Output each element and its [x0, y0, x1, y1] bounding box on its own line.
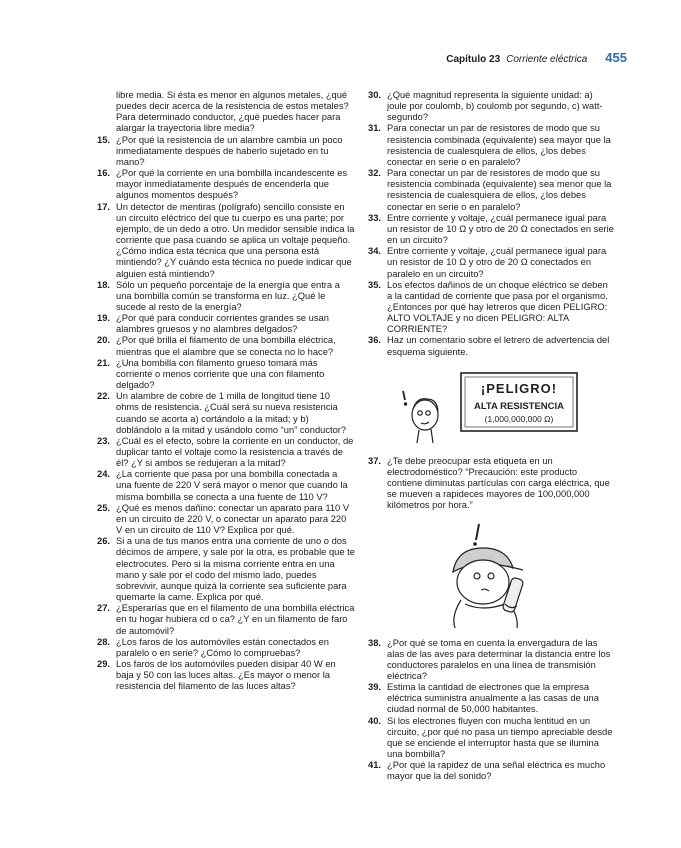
question-number: 39.: [368, 682, 381, 693]
left-column: [97, 90, 355, 692]
question-item: [97, 603, 355, 636]
question-text: ¿Una bombilla con filamento grueso tomará más corriente o menos corriente que una con filamento delgado?: [116, 357, 325, 391]
question-number: 20.: [97, 335, 110, 346]
sign-subtitle: ALTA RESISTENCIA: [473, 400, 565, 412]
question-number: 31.: [368, 123, 381, 134]
question-item: [97, 391, 355, 436]
question-item: [368, 90, 614, 123]
question-list-right-bottom: [368, 638, 614, 783]
question-number: 38.: [368, 637, 381, 648]
question-item: [97, 503, 355, 536]
question-number: 26.: [97, 536, 110, 547]
question-number: 25.: [97, 502, 110, 513]
question-text: Los efectos dañinos de un choque eléctrico se deben a la cantidad de corriente que pasa por el organismo. ¿Entonces por qué hay letreros que dicen PELIGRO: ALTO VOLTAJE y no dicen PELIGRO: ALTA CORRIENTE?: [387, 279, 608, 335]
question-item: [368, 335, 614, 357]
question-number: 27.: [97, 603, 110, 614]
question-number: 32.: [368, 168, 381, 179]
page-number: 455: [605, 50, 627, 65]
right-column: [368, 90, 614, 783]
question-text: Para conectar un par de resistores de modo que su resistencia combinada (equivalente) sea menor que la resistencia de cualesquiera de ellos, ¿los debes conectar en serie o en paralelo?: [387, 168, 612, 212]
question-text: ¿Los faros de los automóviles están conectados en paralelo o en serie? ¿Cómo lo compruebas?: [116, 636, 329, 658]
question-text: Haz un comentario sobre el letrero de advertencia del esquema siguiente.: [387, 335, 610, 357]
question-text: ¿Esperarías que en el filamento de una bombilla eléctrica en tu hogar hubiera cd o ca? ¿Y en un filamento de faro de automóvil?: [116, 603, 355, 636]
question-item: [368, 246, 614, 279]
question-text: Si los electrones fluyen con mucha lentitud en un circuito, ¿por qué no pasa un tiempo apreciable desde que se enciende el interruptor hasta que se ilumina una bombilla?: [387, 715, 613, 760]
question-item: [368, 760, 614, 782]
question-item: [97, 536, 355, 603]
danger-sign-figure: [368, 367, 614, 445]
question-item: [368, 716, 614, 761]
warning-sign: [461, 373, 577, 431]
question-item: [97, 168, 355, 201]
question-item: [368, 213, 614, 246]
question-text: Entre corriente y voltaje, ¿cuál permanece igual para un resistor de 10 Ω y otro de 20 Ω conectados en serie en un circuito?: [387, 212, 614, 246]
question-number: 19.: [97, 313, 110, 324]
question-number: 18.: [97, 279, 110, 290]
question-text: Si a una de tus manos entra una corriente de uno o dos décimos de ampere, y sale por la otra, es probable que te electrocutes. Pero si la misma corriente entra en una mano y sale por el codo del mismo lado, puedes sobrevivir, aunque quizá la corriente sea suficiente para quemarte la carne. Explica por qué.: [116, 536, 355, 603]
question-text: Un detector de mentiras (polígrafo) sencillo consiste en un circuito eléctrico del que tu cuerpo es una parte; por ejemplo, de un dedo a otro. Un medidor sensible indica la corriente que pasa cuando se aplica un voltaje pequeño. ¿Cómo indica esta técnica que una persona está mintiendo? ¿Y cuándo esta técnica no puede indicar que alguien está mintiendo?: [116, 201, 355, 279]
question-text: ¿La corriente que pasa por una bombilla conectada a una fuente de 220 V será mayor o menor que cuando la misma bombilla se conecta a una fuente de 110 V?: [116, 469, 348, 502]
question-text: ¿Por qué la corriente en una bombilla incandescente es mayor inmediatamente después de encenderla que algunos momentos después?: [116, 168, 348, 201]
question-item: [97, 135, 355, 168]
question-text: ¿Por qué la rapidez de una señal eléctrica es mucho mayor que la del sonido?: [387, 760, 606, 782]
question-item: [368, 280, 614, 336]
question-text: ¿Cuál es el efecto, sobre la corriente en un conductor, de duplicar tanto el voltaje como la resistencia a través de él? ¿Y si ambos se redujeran a la mitad?: [116, 435, 354, 469]
question-number: 23.: [97, 435, 110, 446]
question-number: 17.: [97, 201, 110, 212]
sign-title: ¡PELIGRO!: [480, 380, 558, 396]
question-number: 34.: [368, 246, 381, 257]
question-item: [368, 682, 614, 715]
question-text: ¿Por qué la resistencia de un alambre cambia un poco inmediatamente después de haberlo sujetado en tu mano?: [116, 134, 343, 167]
question-text: ¿Qué es menos dañino: conectar un aparato para 110 V en un circuito de 220 V, o conectar un aparato para 220 V en un circuito de 110 V? Explica por qué.: [116, 502, 350, 536]
question-item: [97, 659, 355, 692]
question-item: [97, 436, 355, 469]
question-number: 36.: [368, 335, 381, 346]
question-item: [97, 202, 355, 280]
question-item: [368, 456, 614, 512]
question-number: 29.: [97, 658, 110, 669]
question-number: 33.: [368, 212, 381, 223]
question-text: ¿Te debe preocupar esta etiqueta en un electrodoméstico? “Precaución: este producto contiene diminutas partículas con carga eléctrica, que se mueven a rapideces mayores de 100,000,000 kilómetros por hora.”: [387, 455, 610, 511]
question-list-right-top: [368, 90, 614, 358]
question-item: [368, 638, 614, 683]
question-number: 28.: [97, 636, 110, 647]
question-item: [97, 358, 355, 391]
question-number: 30.: [368, 90, 381, 100]
chapter-label: Capítulo 23: [446, 54, 501, 65]
question-number: 16.: [97, 168, 110, 179]
danger-sign-illustration: [391, 367, 591, 445]
question-number: 41.: [368, 760, 381, 771]
chapter-title: Corriente eléctrica: [506, 54, 588, 65]
question-number: 21.: [97, 357, 110, 368]
question-text: ¿Por qué brilla el filamento de una bombilla eléctrica, mientras que el alambre que se conecta no lo hace?: [116, 335, 336, 357]
running-head: [446, 50, 627, 65]
question-number: 22.: [97, 391, 110, 402]
question-number: 15.: [97, 134, 110, 145]
question-item: [97, 335, 355, 357]
question-text: ¿Por qué para conducir corrientes grandes se usan alambres gruesos y no alambres delgados?: [116, 313, 329, 335]
question-item: [368, 123, 614, 168]
question-text: Los faros de los automóviles pueden disipar 40 W en baja y 50 con las luces altas. ¿Es mayor o menor la resistencia del filamento de las luces altas?: [116, 658, 336, 692]
question-text: Un alambre de cobre de 1 milla de longitud tiene 10 ohms de resistencia. ¿Cuál será su nueva resistencia cuando se acorta a) cortándolo a la mitad; y b) doblándolo a la mitad y usándolo como “un” conductor?: [116, 391, 347, 435]
person-reading-label-illustration: [421, 520, 561, 630]
worried-person-cartoon: [453, 524, 524, 628]
question-item: [97, 637, 355, 659]
question-number: 24.: [97, 469, 110, 480]
electron-label-figure: [368, 520, 614, 630]
question-text: ¿Por qué se toma en cuenta la envergadura de las alas de las aves para determinar la distancia entre los conductores paralelos en una línea de transmisión eléctrica?: [387, 637, 611, 681]
question-text: Para conectar un par de resistores de modo que su resistencia combinada (equivalente) sea mayor que la resistencia de cualesquiera de ellos, ¿los debes conectar en serie o en paralelo?: [387, 123, 611, 167]
sign-value: (1,000,000,000 Ω): [484, 413, 554, 424]
question-item: [97, 280, 355, 313]
question-item: [97, 469, 355, 502]
question-text: Entre corriente y voltaje, ¿cuál permanece igual para un resistor de 10 Ω y otro de 20 Ω conectados en paralelo en un circuito?: [387, 246, 607, 279]
question-number: 37.: [368, 455, 381, 466]
question-item: [97, 313, 355, 335]
question-item: [368, 168, 614, 213]
observer-cartoon: [403, 391, 438, 443]
question-text: ¿Qué magnitud representa la siguiente unidad: a) joule por coulomb, b) coulomb por segundo, c) watt-segundo?: [387, 90, 603, 123]
question-number: 35.: [368, 279, 381, 290]
question-list-right-middle: [368, 456, 614, 512]
question-text: Estima la cantidad de electrones que la empresa eléctrica suministra anualmente a las casas de una ciudad normal de 50,000 habitantes.: [387, 682, 599, 715]
continued-paragraph: libre media. Si ésta es menor en algunos metales, ¿qué puedes decir acerca de la resistencia de estos metales? Para determinado conductor, ¿qué puedes hacer para alargar la trayectoria libre media?: [116, 90, 349, 134]
question-list-left: [97, 135, 355, 693]
question-text: Sólo un pequeño porcentaje de la energía que entra a una bombilla común se transforma en luz. ¿Qué le sucede al resto de la energía?: [116, 279, 340, 312]
question-number: 40.: [368, 715, 381, 726]
